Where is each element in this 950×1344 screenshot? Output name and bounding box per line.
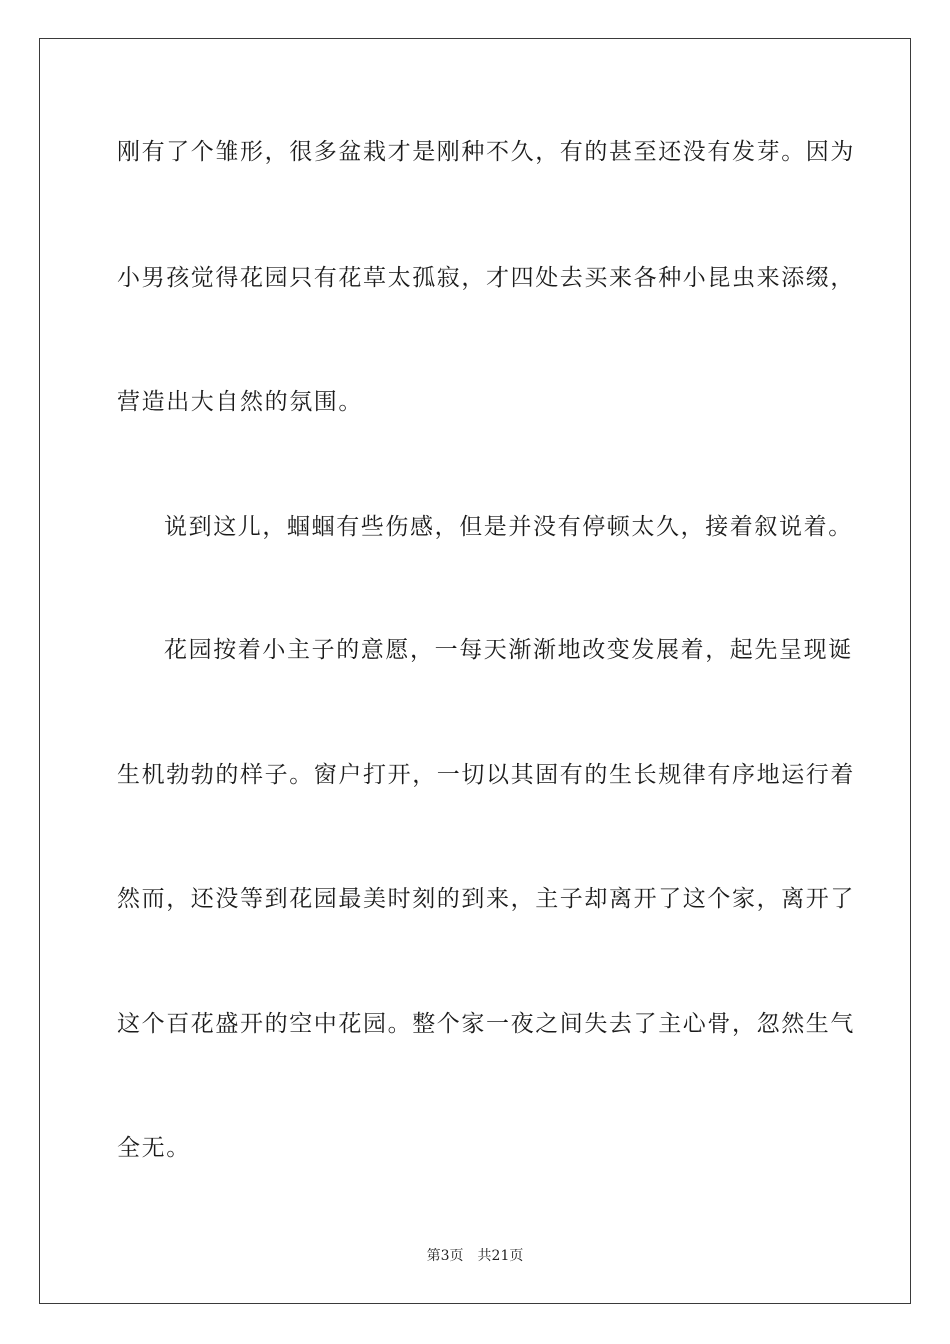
text-line-5: 花园按着小主子的意愿，一每天渐渐地改变发展着，起先呈现诞 [164,637,853,663]
text-line-1: 刚有了个雏形，很多盆栽才是刚种不久，有的甚至还没有发芽。因为 [117,139,855,165]
text-line-2: 小男孩觉得花园只有花草太孤寂，才四处去买来各种小昆虫来添缀， [117,265,855,291]
page-total: 共21页 [477,1248,524,1264]
text-line-6: 生机勃勃的样子。窗户打开，一切以其固有的生长规律有序地运行着 [117,762,855,788]
text-line-4: 说到这儿，蝈蝈有些伤感，但是并没有停顿太久，接着叙说着。 [164,514,853,540]
text-line-3: 营造出大自然的氛围。 [117,389,363,415]
text-line-9: 全无。 [117,1135,191,1161]
page-footer [0,1247,950,1265]
page-number: 第3页 [426,1248,464,1264]
page-border [39,38,911,1304]
text-line-7: 然而，还没等到花园最美时刻的到来，主子却离开了这个家，离开了 [117,886,855,912]
text-line-8: 这个百花盛开的空中花园。整个家一夜之间失去了主心骨，忽然生气 [117,1011,855,1037]
